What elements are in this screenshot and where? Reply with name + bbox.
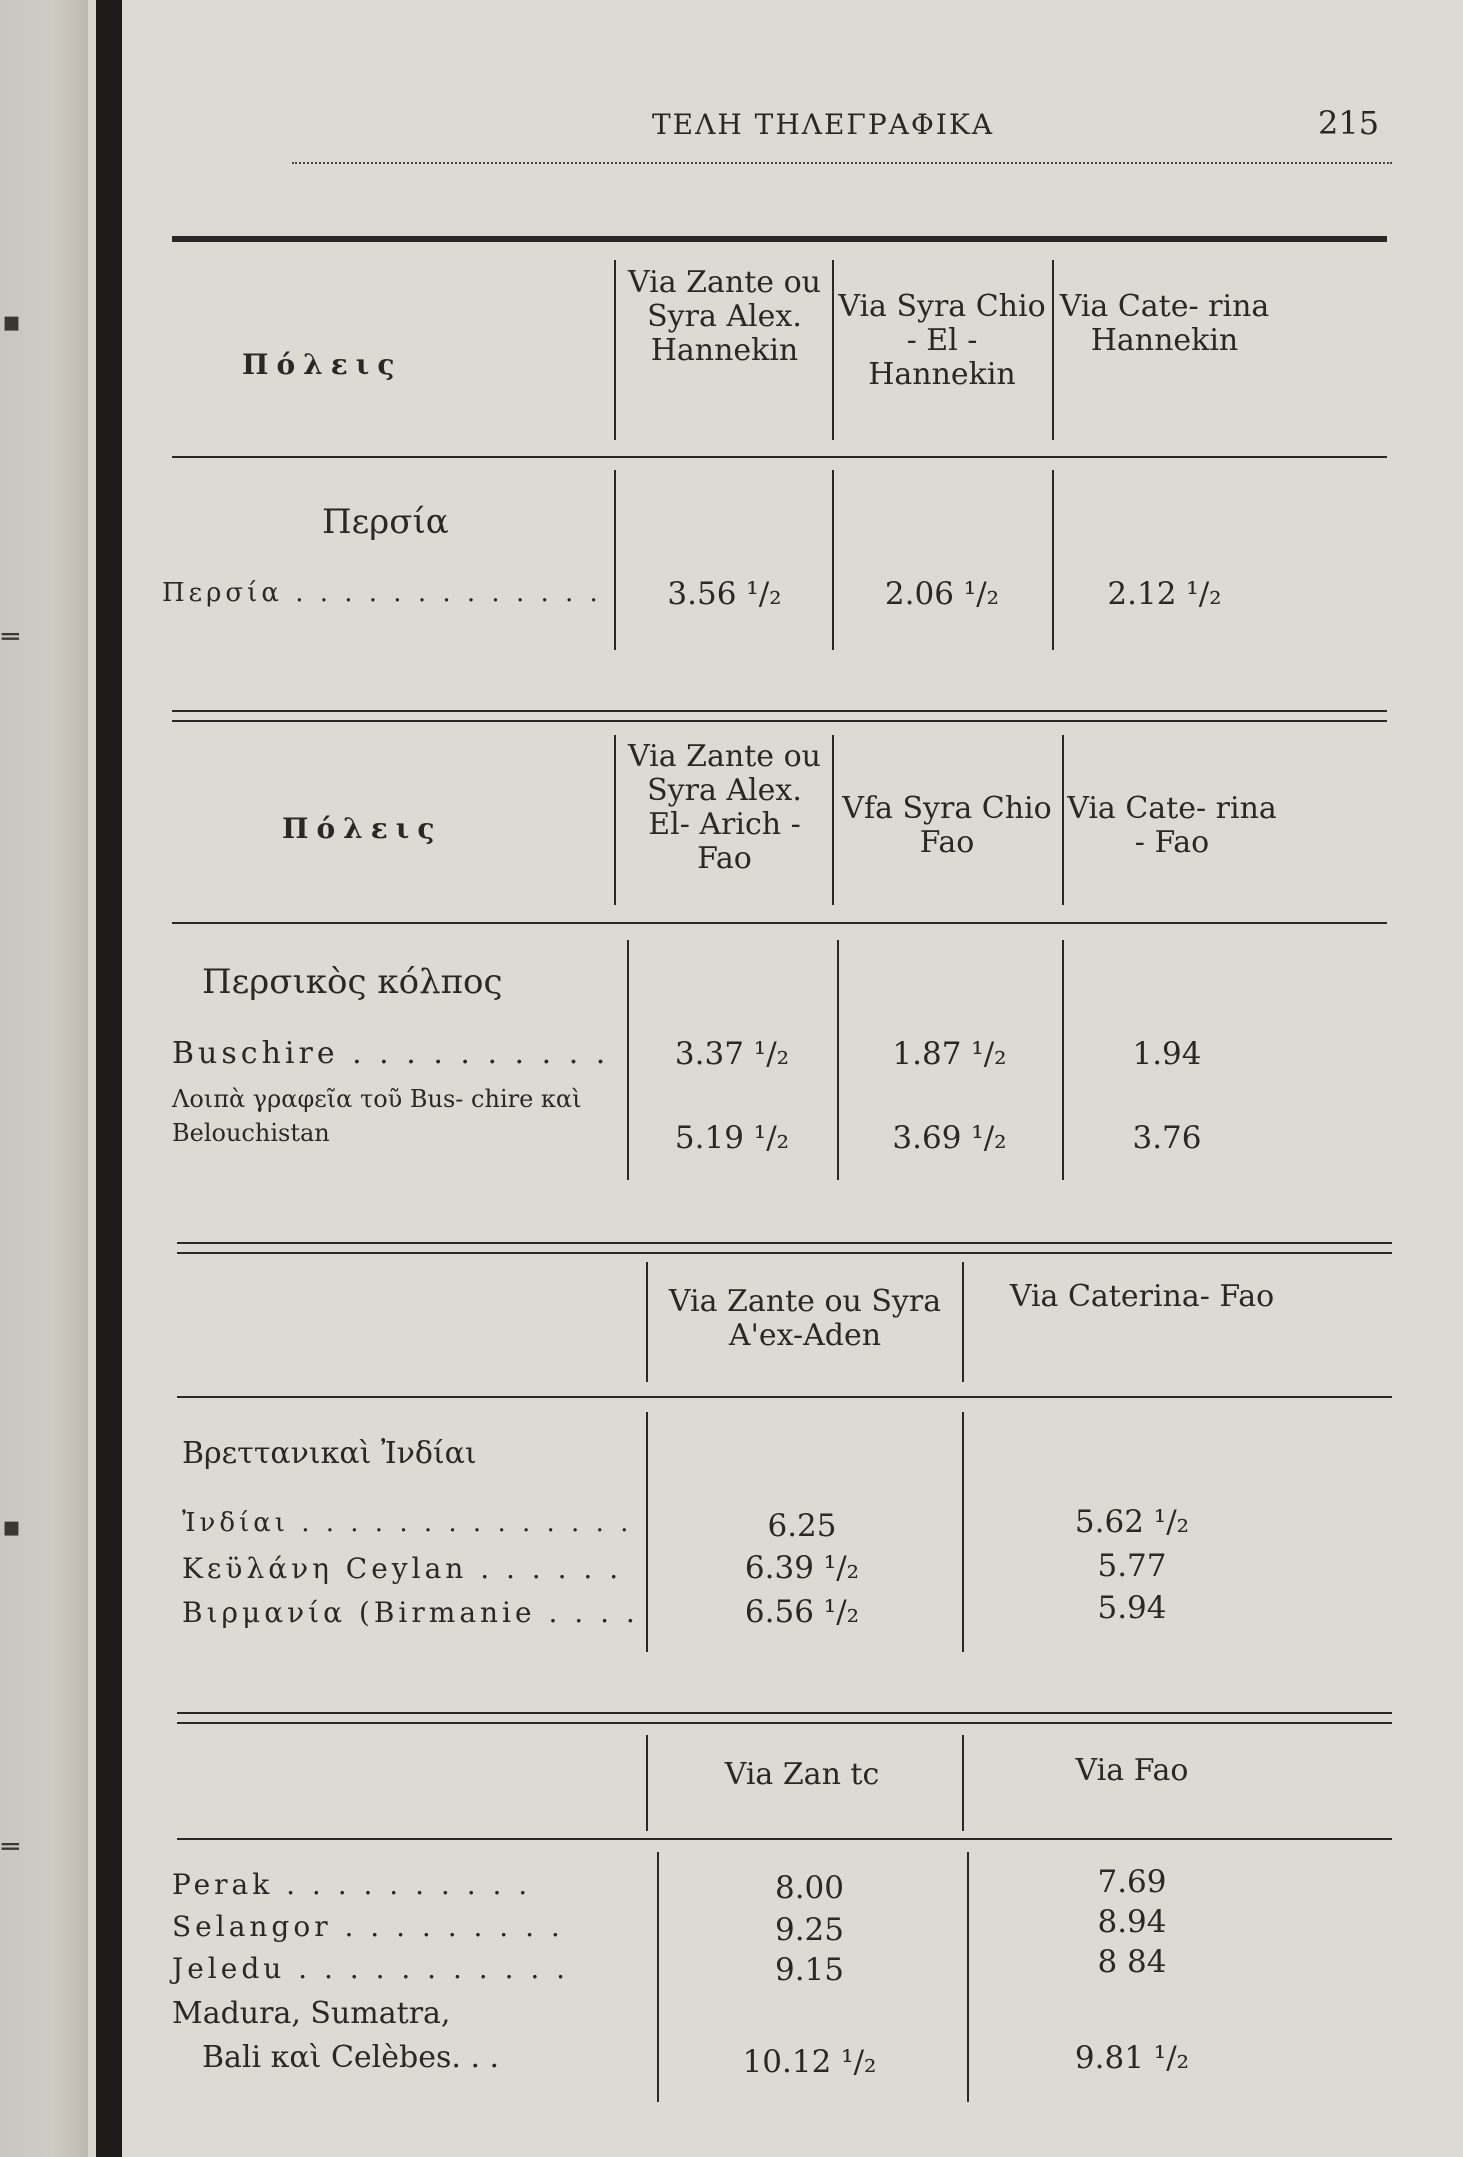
rate-value: 3.56 ¹/₂ <box>667 576 782 612</box>
column-header: Via Fao <box>1075 1753 1189 1788</box>
rate-value: 9.81 ¹/₂ <box>1074 2040 1190 2076</box>
rate-value: 9.25 <box>774 1912 845 1948</box>
rate-value: 3.37 ¹/₂ <box>674 1036 790 1072</box>
column-divider <box>1052 470 1054 650</box>
column-title-poleis: Πόλεις <box>242 348 403 381</box>
table-top-rule <box>177 1242 1392 1244</box>
book-gutter <box>96 0 122 2157</box>
region-heading: Περσία <box>322 502 449 542</box>
column-divider <box>962 1412 964 1652</box>
column-header: Via Zante ou Syra Alex. El- Arich -Fao <box>628 739 821 876</box>
rate-value: 7.69 <box>1097 1864 1167 1900</box>
book-page <box>122 0 1463 2157</box>
row-label: Ἰνδίαι . . . . . . . . . . . . . . <box>182 1508 633 1538</box>
column-divider <box>614 470 616 650</box>
column-header: Via Cate- rina - Fao <box>1067 791 1277 860</box>
table-top-rule <box>177 1252 1392 1254</box>
region-heading: Βρεττανικαὶ Ἰνδίαι <box>182 1436 477 1471</box>
rate-value: 8 84 <box>1097 1944 1167 1980</box>
column-header: Via Zante ou Syra A'ex-Aden <box>668 1284 942 1353</box>
row-label: Κεϋλάνη Ceylan . . . . . . <box>182 1552 623 1585</box>
column-header: Via Cate- rina Hannekin <box>1059 289 1270 358</box>
column-divider <box>962 1262 964 1382</box>
rate-value: 1.87 ¹/₂ <box>892 1036 1007 1072</box>
header-rule <box>172 456 1387 458</box>
rate-value: 8.00 <box>774 1870 845 1906</box>
region-heading: Περσικὸς κόλπος <box>202 962 503 1002</box>
column-divider <box>614 260 616 440</box>
column-header: Via Caterina- Fao <box>1009 1279 1275 1314</box>
table-top-rule <box>177 1712 1392 1714</box>
header-rule <box>172 922 1387 924</box>
header-rule <box>177 1838 1392 1840</box>
rate-value: 3.76 <box>1132 1120 1202 1156</box>
column-divider <box>832 735 834 905</box>
running-title: ΤΕΛΗ ΤΗΛΕΓΡΑΦΙΚΑ <box>652 108 995 141</box>
header-rule <box>292 162 1392 164</box>
row-label: Perak . . . . . . . . . . <box>172 1868 532 1901</box>
row-label: Buschire . . . . . . . . . . <box>172 1036 610 1071</box>
rate-value: 6.39 ¹/₂ <box>744 1550 860 1586</box>
row-label: Βιρμανία (Birmanie . . . . <box>182 1596 639 1629</box>
row-label: Jeledu . . . . . . . . . . . <box>172 1952 570 1985</box>
rate-value: 5.94 <box>1097 1590 1167 1626</box>
column-divider <box>962 1735 964 1831</box>
column-header: Via Zante ou Syra Alex. Hannekin <box>628 265 821 368</box>
column-divider <box>1062 735 1064 905</box>
rate-value: 5.19 ¹/₂ <box>674 1120 790 1156</box>
header-rule <box>177 1396 1392 1398</box>
rate-value: 5.77 <box>1097 1548 1167 1584</box>
table-top-rule <box>177 1722 1392 1724</box>
column-divider <box>657 1852 659 2102</box>
row-label: Bali καὶ Celèbes. . . <box>202 2040 500 2075</box>
rate-value: 1.94 <box>1132 1036 1202 1072</box>
rate-value: 9.15 <box>774 1952 845 1988</box>
rate-value: 2.12 ¹/₂ <box>1107 576 1222 612</box>
column-divider <box>837 940 839 1180</box>
table-top-rule <box>172 720 1387 722</box>
row-label: Περσία . . . . . . . . . . . . . <box>162 578 602 608</box>
column-divider <box>832 470 834 650</box>
column-divider <box>627 940 629 1180</box>
column-divider <box>614 735 616 905</box>
row-label: Selangor . . . . . . . . . <box>172 1910 564 1943</box>
rate-value: 6.56 ¹/₂ <box>744 1594 860 1630</box>
page-number: 215 <box>1318 104 1380 142</box>
rate-value: 2.06 ¹/₂ <box>884 576 1000 612</box>
row-label: Λοιπὰ γραφεῖα τοῦ Bus- chire καὶ Belouchistan <box>172 1085 582 1147</box>
rate-value: 8.94 <box>1097 1904 1167 1940</box>
table-top-rule <box>172 710 1387 712</box>
column-divider <box>967 1852 969 2102</box>
rate-value: 6.25 <box>767 1508 837 1544</box>
rate-value: 5.62 ¹/₂ <box>1074 1504 1190 1540</box>
column-header: Vfa Syra Chio Fao <box>842 791 1052 860</box>
column-header: Via Zan tc <box>724 1757 880 1792</box>
rate-value: 10.12 ¹/₂ <box>742 2044 877 2080</box>
table-top-rule <box>172 236 1387 242</box>
column-divider <box>646 1262 648 1382</box>
rate-value: 3.69 ¹/₂ <box>892 1120 1007 1156</box>
column-divider <box>832 260 834 440</box>
column-divider <box>646 1412 648 1652</box>
column-title-poleis: Πόλεις <box>282 812 443 845</box>
row-label: Madura, Sumatra, <box>172 1996 451 2031</box>
column-divider <box>646 1735 648 1831</box>
column-divider <box>1052 260 1054 440</box>
column-divider <box>1062 940 1064 1180</box>
column-header: Via Syra Chio - El - Hannekin <box>838 289 1046 392</box>
